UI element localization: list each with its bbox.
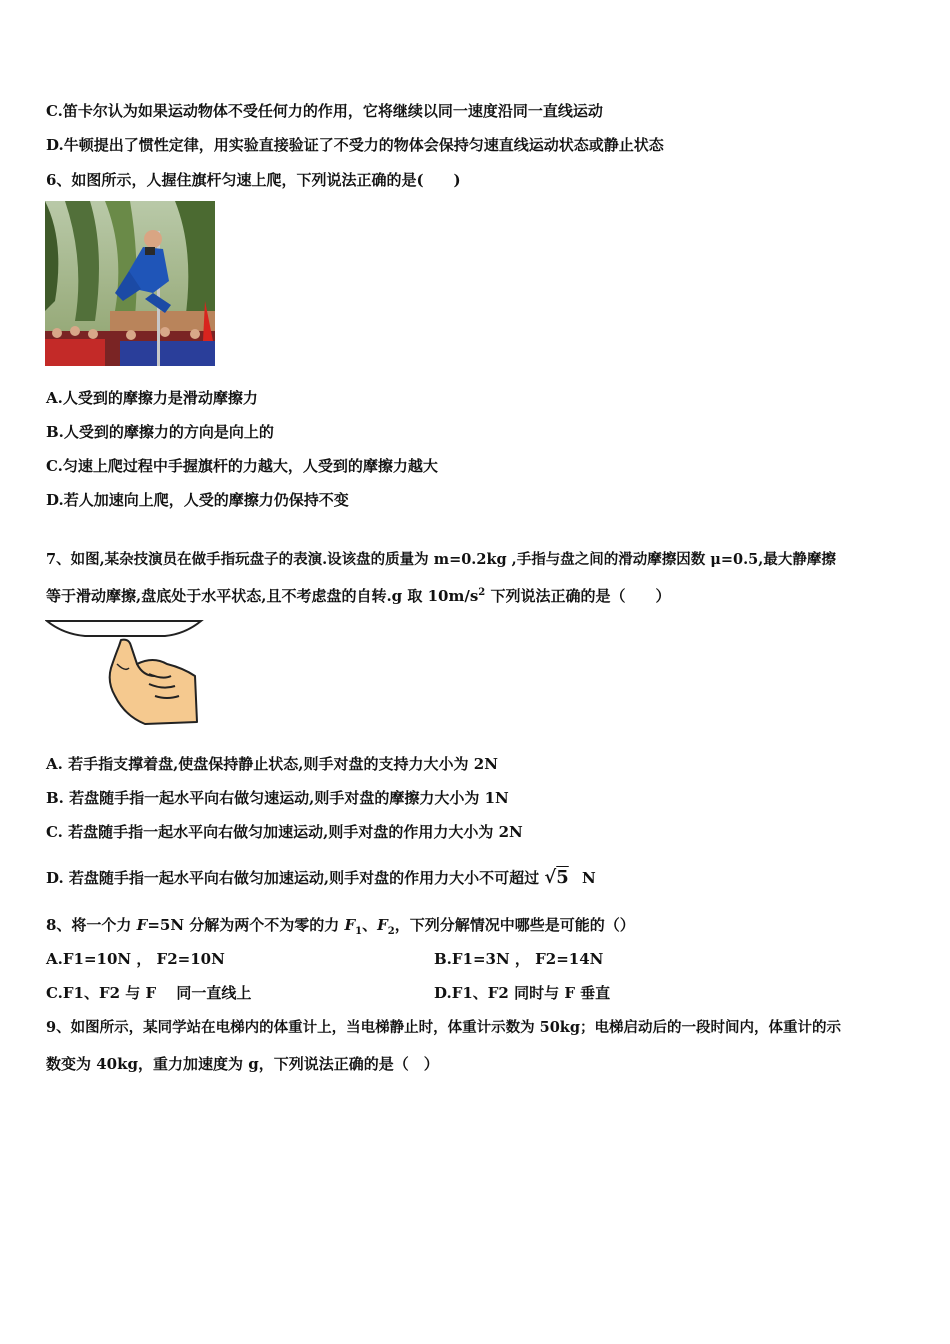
q5-option-c: C.笛卡尔认为如果运动物体不受任何力的作用，它将继续以同一速度沿同一直线运动 <box>46 102 603 120</box>
q6-option-b: B.人受到的摩擦力的方向是向上的 <box>46 423 274 441</box>
q7-option-d-text: D. 若盘随手指一起水平向右做匀加速运动,则手对盘的作用力大小不可超过 <box>46 869 540 887</box>
q6-option-c: C.匀速上爬过程中手握旗杆的力越大，人受到的摩擦力越大 <box>46 457 438 475</box>
q8-symbol-f2: F <box>377 916 388 934</box>
q8-option-d: D.F1、F2 同时与 F 垂直 <box>434 984 611 1002</box>
q7-option-b: B. 若盘随手指一起水平向右做匀速运动,则手对盘的摩擦力大小为 1N <box>46 789 509 807</box>
q8-option-c: C.F1、F2 与 F 同一直线上 <box>46 984 252 1002</box>
q8-subscript-1: 1 <box>355 926 363 937</box>
q7-stem-line1: 7、如图,某杂技演员在做手指玩盘子的表演.设该盘的质量为 m=0.2kg ,手指与盘之间的滑动摩擦因数 μ=0.5,最大静摩擦 <box>46 551 836 568</box>
q7-stem-superscript: 2 <box>478 587 486 598</box>
q7-stem-line2 <box>46 586 670 606</box>
q9-stem-line1: 9、如图所示，某同学站在电梯内的体重计上，当电梯静止时，体重计示数为 50kg；电梯启动后的一段时间内，体重计的示 <box>46 1019 841 1036</box>
q6-option-a: A.人受到的摩擦力是滑动摩擦力 <box>46 389 258 407</box>
q7-stem-tail: 下列说法正确的是（ ） <box>485 587 671 605</box>
q8-stem-part1: 8、将一个力 <box>46 916 137 934</box>
q8-stem-part2: =5N 分解为两个不为零的力 <box>147 916 345 934</box>
sqrt-symbol: √5 <box>544 867 569 888</box>
sqrt-radicand: 5 <box>556 867 569 888</box>
q7-stem-text: 等于滑动摩擦,盘底处于水平状态,且不考虑盘的自转.g 取 10m/s <box>46 587 479 605</box>
flagpole-climber-photo <box>45 201 215 366</box>
q6-option-d: D.若人加速向上爬，人受的摩擦力仍保持不变 <box>46 491 349 509</box>
q7-option-d-unit: N <box>582 869 596 887</box>
q7-option-d <box>46 858 596 898</box>
q7-option-a: A. 若手指支撑着盘,使盘保持静止状态,则手对盘的支持力大小为 2N <box>46 755 498 773</box>
q6-stem: 6、如图所示，人握住旗杆匀速上爬，下列说法正确的是( ) <box>46 171 461 189</box>
q5-option-d: D.牛顿提出了惯性定律，用实验直接验证了不受力的物体会保持匀速直线运动状态或静止状态 <box>46 136 664 154</box>
q7-option-c: C. 若盘随手指一起水平向右做匀加速运动,则手对盘的作用力大小为 2N <box>46 823 523 841</box>
q8-option-a: A.F1=10N ， F2=10N <box>46 950 225 968</box>
finger-spinning-plate-drawing <box>45 616 205 726</box>
q9-stem-line2: 数变为 40kg，重力加速度为 g，下列说法正确的是（ ） <box>46 1055 439 1073</box>
q8-subscript-2: 2 <box>387 926 395 937</box>
q8-symbol-f: F <box>136 916 148 934</box>
q8-stem-separator: 、 <box>362 916 378 934</box>
q8-symbol-f1: F <box>344 916 356 934</box>
q8-stem-part3: ，下列分解情况中哪些是可能的（） <box>394 916 635 934</box>
q8-option-b: B.F1=3N ， F2=14N <box>434 950 604 968</box>
q8-stem <box>46 915 635 935</box>
